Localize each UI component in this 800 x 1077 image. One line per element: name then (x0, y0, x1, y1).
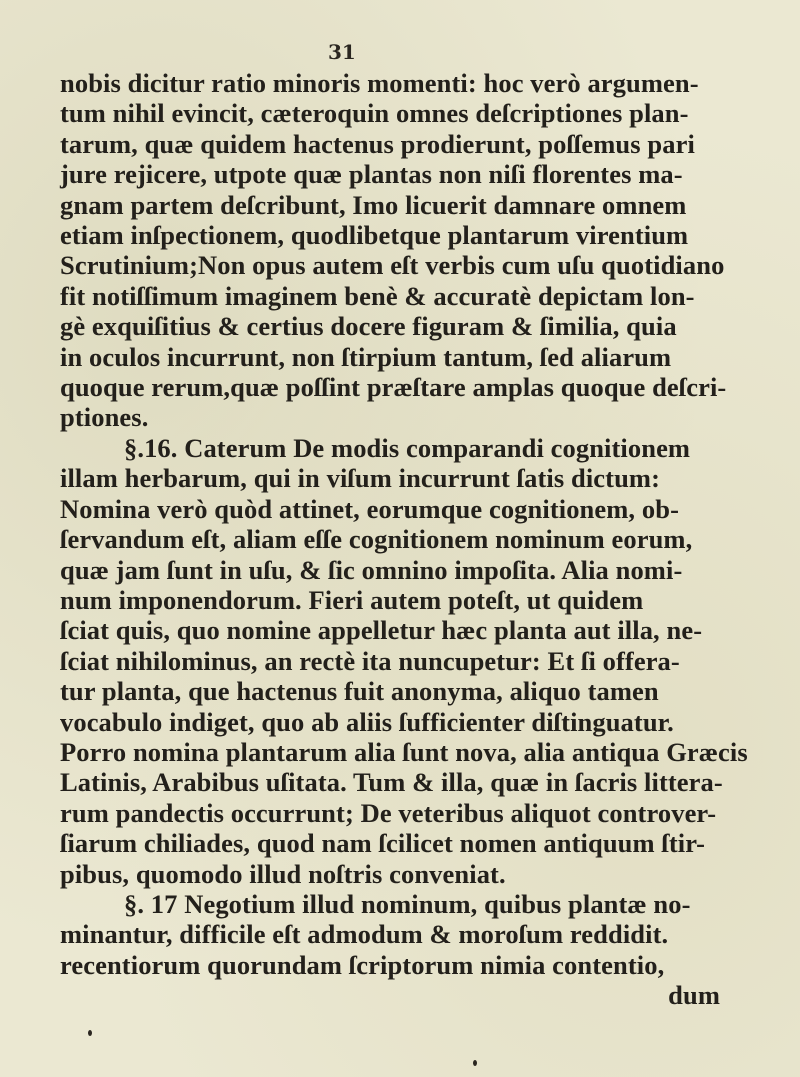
section-heading-line: §. 17 Negotium illud nominum, quibus plantæ no- (124, 888, 691, 919)
text-line: ſiarum chiliades, quod nam ſcilicet nomen antiquum ſtir- (60, 828, 706, 859)
text-line: ptiones. (60, 402, 149, 433)
text-line: vocabulo indiget, quo ab aliis ſufficienter diſtinguatur. (60, 706, 674, 737)
text-line: rum pandectis occurrunt; De veteribus aliquot controver- (60, 797, 717, 828)
section-heading-line: §.16. Caterum De modis comparandi cognitionem (124, 432, 691, 463)
text-line: nobis dicitur ratio minoris momenti: hoc verò argumen- (60, 68, 699, 98)
text-line: Latinis, Arabibus uſitata. Tum & illa, quæ in ſacris littera- (60, 767, 723, 798)
text-line: etiam inſpectionem, quodlibetque plantarum virentium (60, 220, 689, 251)
text-line: gnam partem deſcribunt, Imo licuerit damnare omnem (60, 189, 687, 220)
text-line: ſervandum eſt, aliam eſſe cognitionem nominum eorum, (60, 524, 693, 555)
page-number: 31 (328, 40, 356, 64)
text-line: quoque rerum,quæ poſſint præſtare amplas quoque deſcri- (60, 372, 727, 403)
text-line: tum nihil evincit, cæteroquin omnes deſcriptiones plan- (60, 98, 689, 129)
text-line: in oculos incurrunt, non ſtirpium tantum, ſed aliarum (60, 341, 672, 372)
page-body-text (60, 68, 760, 1011)
text-line: quæ jam ſunt in uſu, & ſic omnino impoſita. Alia nomi- (60, 554, 683, 585)
text-line: tur planta, que hactenus fuit anonyma, aliquo tamen (60, 676, 659, 707)
text-line: Scrutinium;Non opus autem eſt verbis cum uſu quotidiano (60, 250, 725, 281)
text-line: recentiorum quorundam ſcriptorum nimia contentio, (60, 949, 665, 980)
text-line: Nomina verò quòd attinet, eorumque cognitionem, ob- (60, 493, 679, 524)
text-line: pibus, quomodo illud noſtris conveniat. (60, 858, 506, 889)
text-line: gè exquiſitius & certius docere figuram & ſimilia, quia (60, 311, 677, 342)
text-line: Porro nomina plantarum alia ſunt nova, alia antiqua Græcis (60, 736, 748, 767)
text-line: num imponendorum. Fieri autem poteſt, ut quidem (60, 584, 644, 615)
catchword: dum (668, 980, 720, 1011)
text-line: ſciat nihilominus, an rectè ita nuncupetur: Et ſi offera- (60, 645, 680, 676)
text-line: ſciat quis, quo nomine appelletur hæc planta aut illa, ne- (60, 615, 703, 646)
text-line: fit notiſſimum imaginem benè & accuratè depictam lon- (60, 280, 695, 311)
ink-speck (88, 1030, 92, 1036)
text-line: minantur, difficile eſt admodum & moroſum reddidit. (60, 919, 669, 950)
text-line: illam herbarum, qui in viſum incurrunt ſatis dictum: (60, 463, 661, 494)
text-line: tarum, quæ quidem hactenus prodierunt, poſſemus pari (60, 128, 695, 159)
ink-speck (473, 1060, 477, 1066)
text-line: jure rejicere, utpote quæ plantas non niſi florentes ma- (60, 159, 683, 190)
